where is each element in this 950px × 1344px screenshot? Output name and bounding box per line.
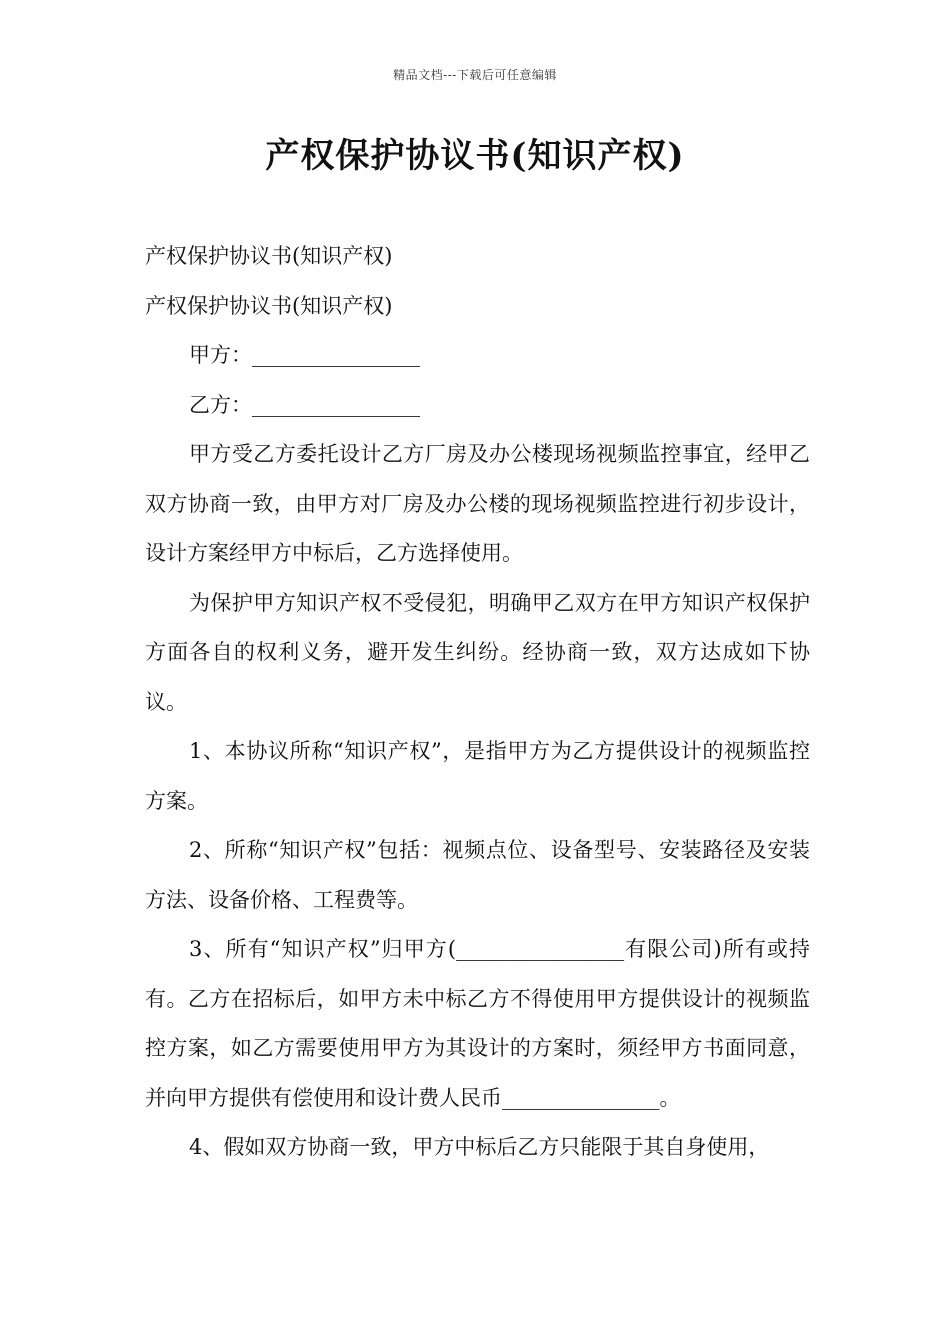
paragraph-purpose: 为保护甲方知识产权不受侵犯，明确甲乙双方在甲方知识产权保护方面各自的权利义务，避开发生纠纷。经协商一致，双方达成如下协议。 (145, 590, 810, 714)
party-a-line: 甲方：________________ (189, 343, 420, 367)
party-b-line: 乙方：________________ (189, 392, 420, 417)
clause-2: 2、所称“知识产权”包括：视频点位、设备型号、安装路径及安装方法、设备价格、工程费等。 (145, 838, 810, 912)
document-title: 产权保护协议书(知识产权) (265, 136, 685, 176)
header-note: 精品文档---下载后可任意编辑 (393, 68, 557, 82)
document-body (145, 232, 810, 1173)
paragraph-commission: 甲方受乙方委托设计乙方厂房及办公楼现场视频监控事宜，经甲乙双方协商一致，由甲方对厂房及办公楼的现场视频监控进行初步设计，设计方案经甲方中标后，乙方选择使用。 (145, 442, 810, 565)
clause-3: 3、所有“知识产权”归甲方(________________有限公司)所有或持有。乙方在招标后，如甲方未中标乙方不得使用甲方提供设计的视频监控方案，如乙方需要使用甲方为其设计的方案时，须经甲方书面同意，并向甲方提供有偿使用和设计费人民币_______________。 (145, 937, 810, 1110)
clause-4: 4、假如双方协商一致，甲方中标后乙方只能限于其自身使用， (189, 1135, 770, 1159)
subtitle-line-1: 产权保护协议书(知识产权) (145, 244, 393, 268)
subtitle-line-2: 产权保护协议书(知识产权) (145, 293, 393, 318)
clause-1: 1、本协议所称“知识产权”，是指甲方为乙方提供设计的视频监控方案。 (145, 739, 810, 813)
